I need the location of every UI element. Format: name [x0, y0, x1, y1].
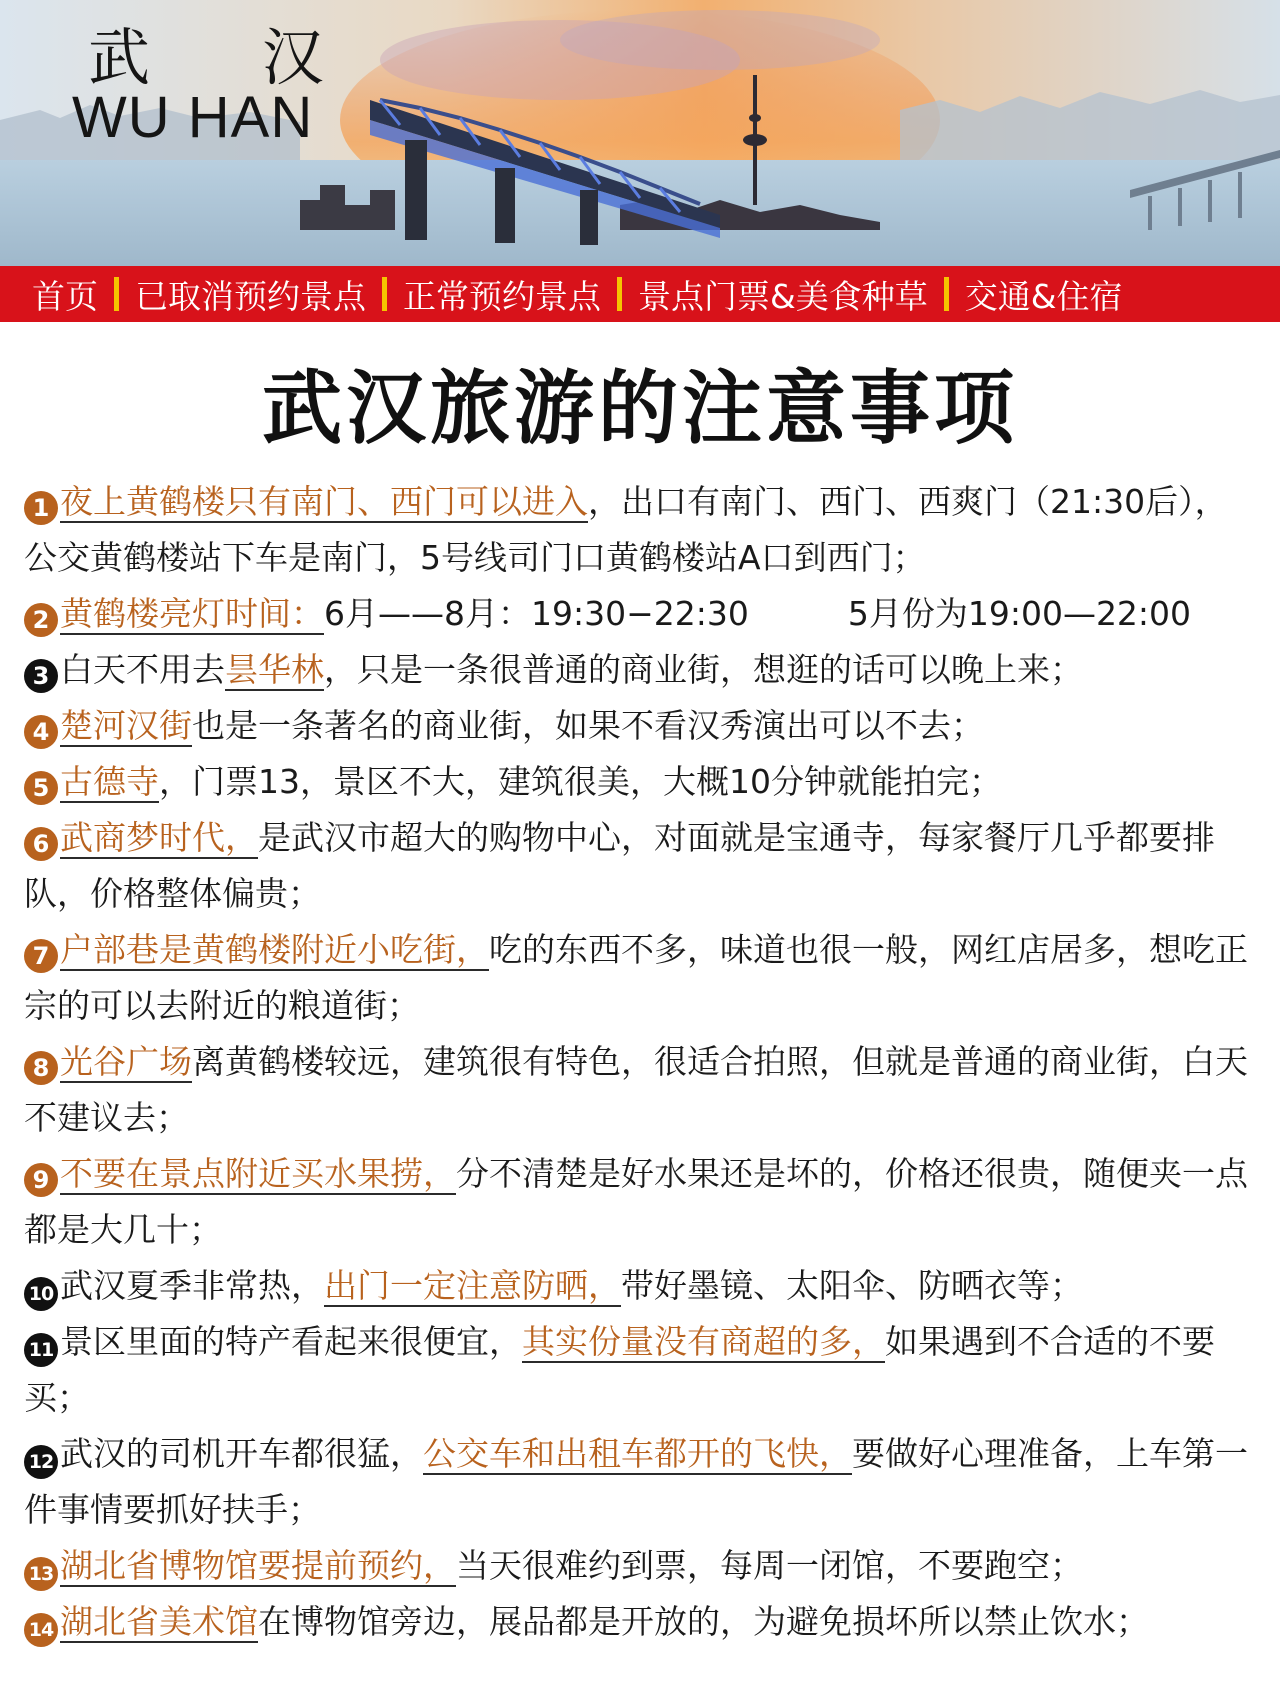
tip-item: [24, 586, 1254, 642]
tip-number-badge: 11: [24, 1333, 58, 1367]
tip-number-badge: 6: [24, 827, 58, 861]
tip-text: ，门票13，景区不大，建筑很美，大概10分钟就能拍完；: [159, 762, 1002, 801]
tip-text: 武汉的司机开车都很猛，: [60, 1434, 423, 1473]
page-title: 武汉旅游的注意事项: [262, 362, 1018, 455]
tip-item: [24, 1034, 1254, 1146]
tip-highlight-text: 黄鹤楼亮灯时间：: [60, 594, 324, 633]
tip-text: 要做好心理准备，上车第一件事情要抓好扶手；: [24, 1434, 1248, 1529]
tip-text: 景区里面的特产看起来很便宜，: [60, 1322, 522, 1361]
tip-text: 白天不用去: [60, 650, 225, 689]
nav-item-normal-reservations[interactable]: 正常预约景点: [403, 276, 601, 316]
tip-number-badge: 4: [24, 715, 58, 749]
tip-number-badge: 10: [24, 1277, 58, 1311]
tip-number-badge: 2: [24, 603, 58, 637]
tip-item: [24, 1538, 1254, 1594]
nav-separator: [114, 277, 119, 311]
tip-highlight-text: 湖北省博物馆要提前预约，: [60, 1546, 456, 1585]
tip-item: [24, 922, 1254, 1034]
tip-highlight-text: 出门一定注意防晒，: [324, 1266, 621, 1305]
tip-item: [24, 1426, 1254, 1538]
nav-separator: [617, 277, 622, 311]
tip-text: 武汉夏季非常热，: [60, 1266, 324, 1305]
tip-highlight-text: 公交车和出租车都开的飞快，: [423, 1434, 852, 1473]
tip-text: 也是一条著名的商业街，如果不看汉秀演出可以不去；: [192, 706, 984, 745]
tip-number-badge: 8: [24, 1051, 58, 1085]
nav-item-home[interactable]: 首页: [32, 276, 98, 316]
tip-item: [24, 1146, 1254, 1258]
tip-highlight-text: 楚河汉街: [60, 706, 192, 745]
tip-text: 离黄鹤楼较远，建筑很有特色，很适合拍照，但就是普通的商业街，白天不建议去；: [24, 1042, 1248, 1137]
tip-text: 在博物馆旁边，展品都是开放的，为避免损坏所以禁止饮水；: [258, 1602, 1149, 1641]
tip-text: 吃的东西不多，味道也很一般，网红店居多，想吃正宗的可以去附近的粮道街；: [24, 930, 1248, 1025]
tip-text: 是武汉市超大的购物中心，对面就是宝通寺，每家餐厅几乎都要排队，价格整体偏贵；: [24, 818, 1215, 913]
tip-text: ，只是一条很普通的商业街，想逛的话可以晚上来；: [324, 650, 1083, 689]
tip-highlight-text: 昙华林: [225, 650, 324, 689]
top-nav-bar: [0, 266, 1280, 322]
tip-text: 当天很难约到票，每周一闭馆，不要跑空；: [456, 1546, 1083, 1585]
tip-text: 6月——8月：19:30−22:30 5月份为19:00—22:00: [324, 594, 1192, 633]
tip-text: 带好墨镜、太阳伞、防晒衣等；: [621, 1266, 1083, 1305]
tip-item: [24, 810, 1254, 922]
tip-item: [24, 1258, 1254, 1314]
tip-item: [24, 698, 1254, 754]
tip-item: [24, 474, 1254, 586]
tips-list: [24, 474, 1254, 1650]
tip-item: [24, 1594, 1254, 1650]
nav-item-cancelled-reservations[interactable]: 已取消预约景点: [135, 276, 366, 316]
tip-number-badge: 12: [24, 1445, 58, 1479]
tip-item: [24, 1314, 1254, 1426]
nav-separator: [382, 277, 387, 311]
tip-number-badge: 3: [24, 659, 58, 693]
tip-highlight-text: 其实份量没有商超的多，: [522, 1322, 885, 1361]
tip-item: [24, 642, 1254, 698]
tip-text: 分不清楚是好水果还是坏的，价格还很贵，随便夹一点都是大几十；: [24, 1154, 1248, 1249]
tip-number-badge: 5: [24, 771, 58, 805]
tip-number-badge: 14: [24, 1613, 58, 1647]
tip-text: ，出口有南门、西门、西爽门（21:30后），公交黄鹤楼站下车是南门，5号线司门口黄鹤楼站A口到西门；: [24, 482, 1228, 577]
tip-highlight-text: 湖北省美术馆: [60, 1602, 258, 1641]
tip-text: 如果遇到不合适的不要买；: [24, 1322, 1215, 1417]
tip-number-badge: 7: [24, 939, 58, 973]
nav-item-tickets-food[interactable]: 景点门票&美食种草: [638, 276, 928, 316]
tip-highlight-text: 古德寺: [60, 762, 159, 801]
tip-highlight-text: 不要在景点附近买水果捞，: [60, 1154, 456, 1193]
tip-number-badge: 1: [24, 491, 58, 525]
tip-highlight-text: 户部巷是黄鹤楼附近小吃街，: [60, 930, 489, 969]
hero-title-chinese: 武 汉: [88, 21, 370, 94]
hero-title-english: WU HAN: [72, 85, 314, 150]
nav-separator: [944, 277, 949, 311]
hero-banner: [0, 0, 1280, 266]
tip-highlight-text: 光谷广场: [60, 1042, 192, 1081]
tip-item: [24, 754, 1254, 810]
tip-number-badge: 13: [24, 1557, 58, 1591]
tip-number-badge: 9: [24, 1163, 58, 1197]
nav-item-transport-lodging[interactable]: 交通&住宿: [964, 276, 1123, 316]
tip-highlight-text: 武商梦时代，: [60, 818, 258, 857]
tip-highlight-text: 夜上黄鹤楼只有南门、西门可以进入: [60, 482, 588, 521]
